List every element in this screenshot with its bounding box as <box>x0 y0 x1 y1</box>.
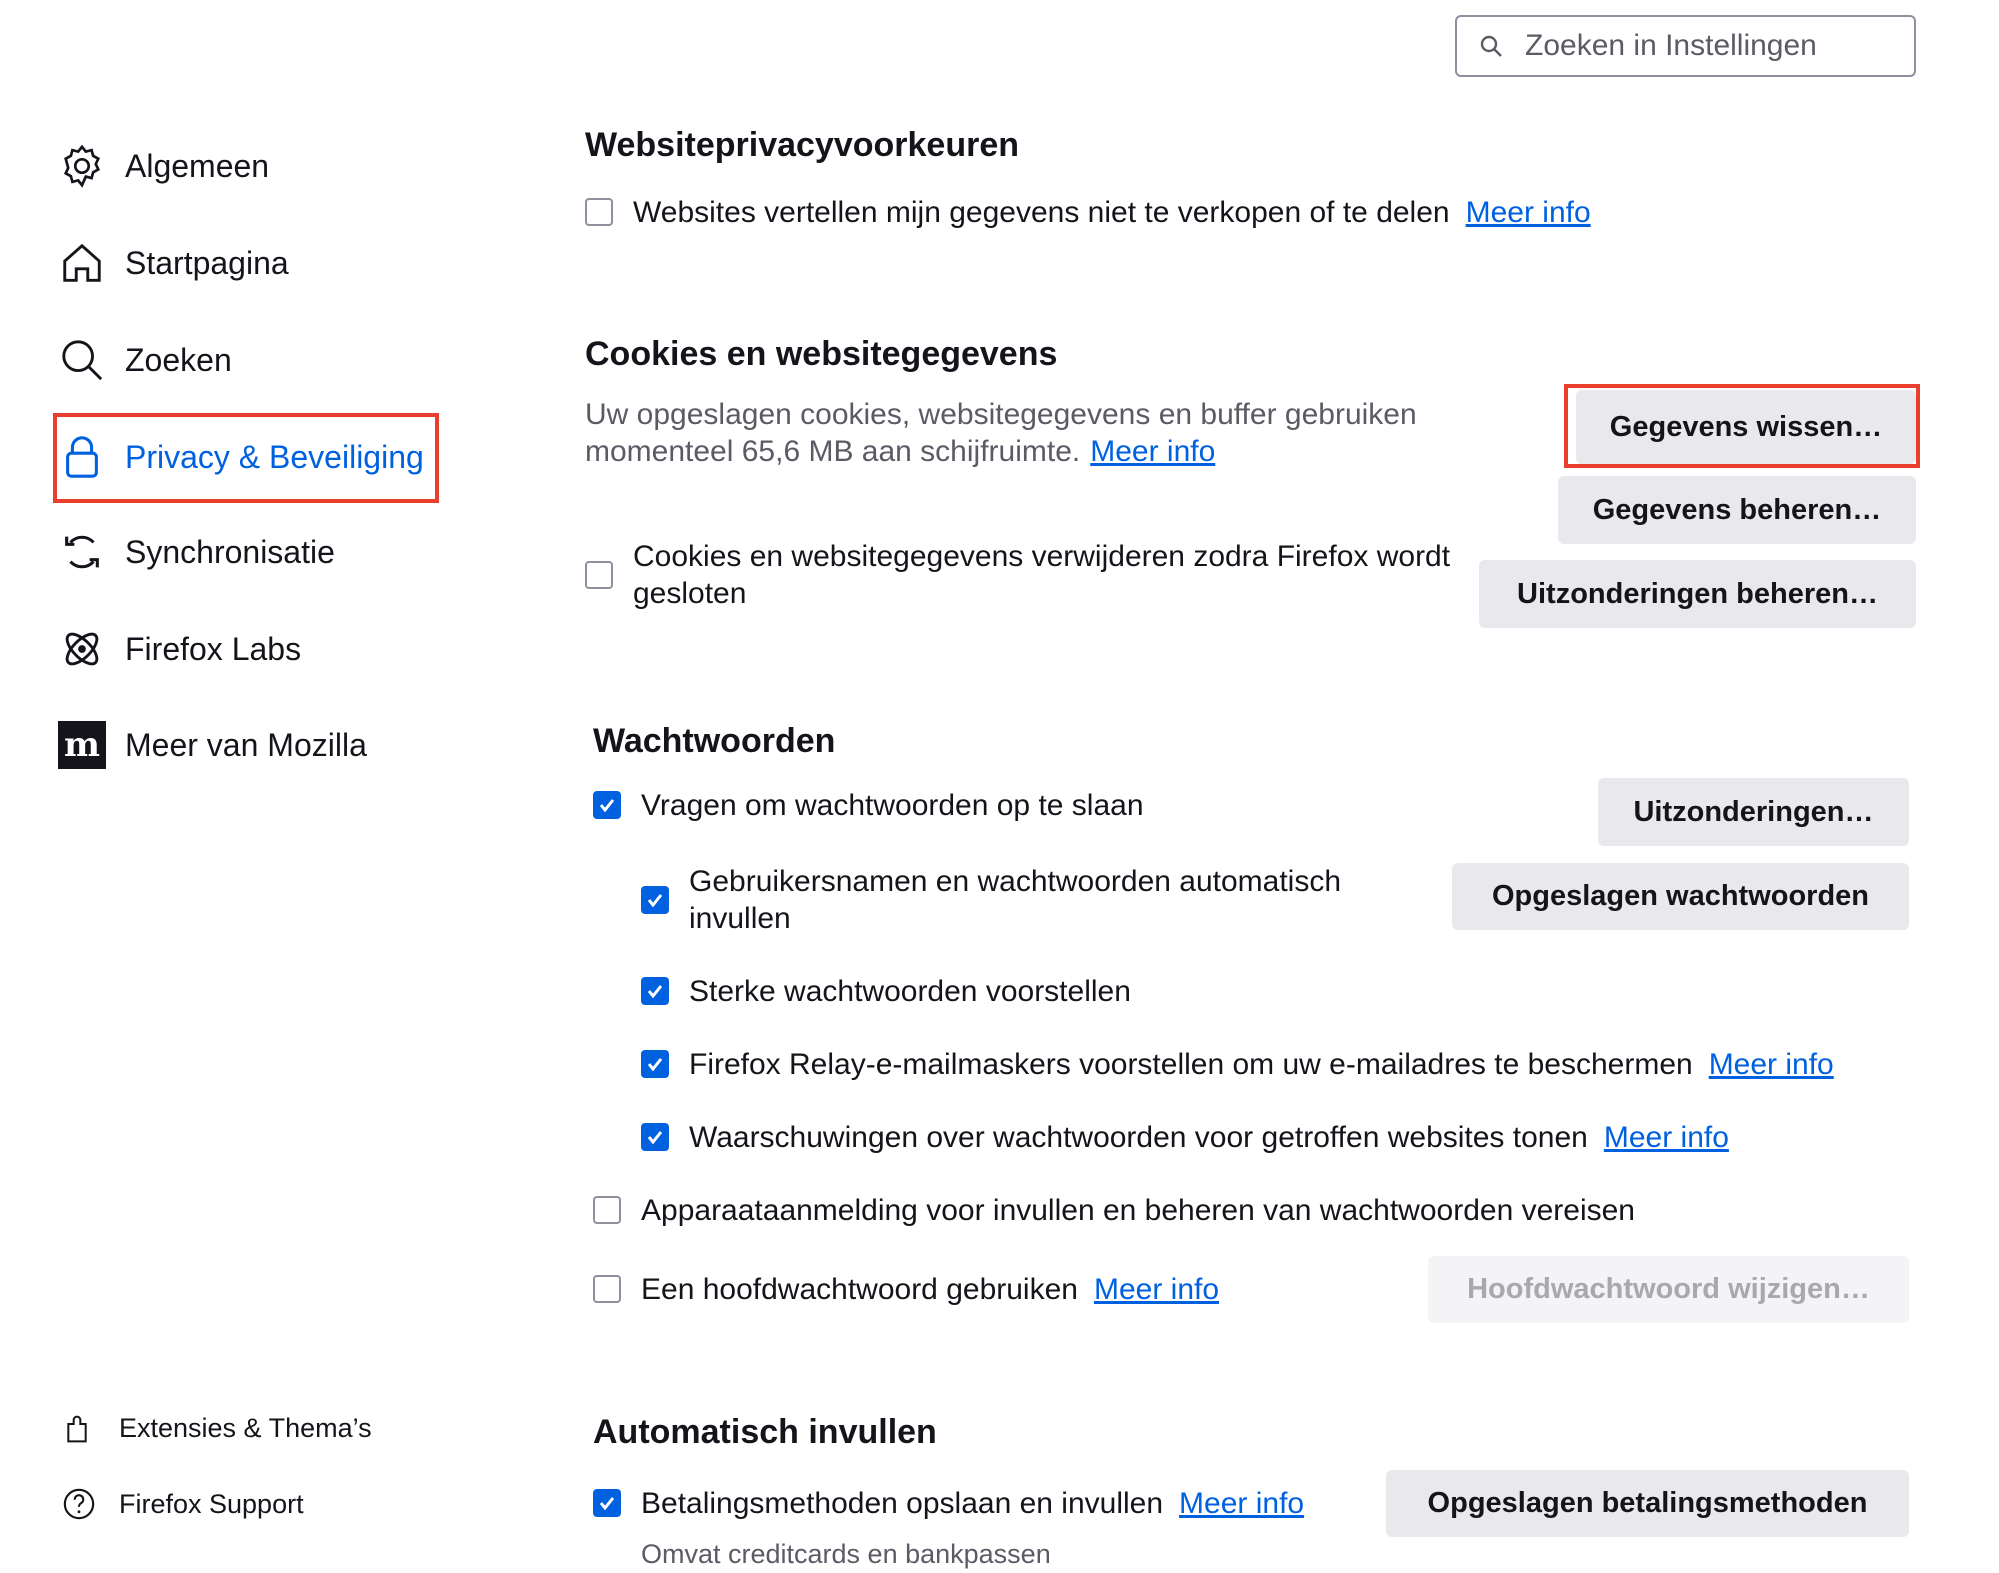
change-primary-password-button[interactable]: Hoofdwachtwoord wijzigen… <box>1428 1256 1909 1323</box>
label-line: gesloten <box>633 577 747 610</box>
payment-methods-option <box>593 1485 1304 1522</box>
saved-payment-methods-button[interactable]: Opgeslagen betalingsmethoden <box>1386 1470 1909 1537</box>
option-label <box>689 863 1341 937</box>
search-icon <box>58 336 106 384</box>
sidebar-item-label: Algemeen <box>125 147 270 184</box>
sidebar-item-label: Extensies & Thema’s <box>119 1412 372 1443</box>
gear-icon <box>58 142 106 190</box>
sidebar-item-meer-van-mozilla[interactable] <box>58 715 367 775</box>
ask-save-checkbox[interactable] <box>593 791 621 819</box>
help-icon <box>62 1487 96 1521</box>
sidebar-item-startpagina[interactable] <box>58 233 289 293</box>
section-heading-autofill: Automatisch invullen <box>593 1413 937 1451</box>
option-label: Apparaataanmelding voor invullen en beheren van wachtwoorden vereisen <box>641 1194 1635 1227</box>
relay-checkbox[interactable] <box>641 1050 669 1078</box>
autofill-logins-checkbox[interactable] <box>641 886 669 914</box>
option-label: Sterke wachtwoorden voorstellen <box>689 975 1131 1008</box>
sidebar-item-label: Startpagina <box>125 244 289 281</box>
primary-password-checkbox[interactable] <box>593 1275 621 1303</box>
gpc-checkbox[interactable] <box>585 198 613 226</box>
breach-alerts-checkbox[interactable] <box>641 1123 669 1151</box>
sidebar-item-algemeen[interactable] <box>58 136 269 196</box>
primary-password-option <box>593 1271 1219 1308</box>
label-line: invullen <box>689 902 791 935</box>
sidebar-item-label: Firefox Labs <box>125 630 302 667</box>
meer-info-link[interactable]: Meer info <box>1093 1273 1220 1306</box>
home-icon <box>58 239 106 287</box>
lock-icon <box>58 433 106 481</box>
delete-on-close-option <box>585 538 1450 612</box>
meer-info-link[interactable]: Meer info <box>1603 1121 1729 1154</box>
option-label: Firefox Relay-e-mailmaskers voorstellen om uw e-mailadres te beschermen <box>689 1048 1693 1081</box>
option-label: Websites vertellen mijn gegevens niet te verkopen of te delen <box>633 196 1450 229</box>
search-placeholder: Zoeken in Instellingen <box>1525 29 1817 62</box>
option-label: Betalingsmethoden opslaan en invullen <box>641 1487 1164 1520</box>
section-heading-cookies: Cookies en websitegegevens <box>585 335 1058 373</box>
option-label: Waarschuwingen over wachtwoorden voor getroffen websites tonen <box>689 1121 1588 1154</box>
relay-option <box>641 1046 1834 1083</box>
ask-save-option <box>593 787 1144 824</box>
suggest-strong-checkbox[interactable] <box>641 977 669 1005</box>
manage-data-button[interactable]: Gegevens beheren… <box>1558 476 1916 544</box>
sidebar-item-synchronisatie[interactable] <box>58 522 335 582</box>
search-icon <box>1479 34 1503 58</box>
option-label: Een hoofdwachtwoord gebruiken <box>641 1273 1078 1306</box>
labs-icon <box>58 625 106 673</box>
breach-alerts-option <box>641 1119 1729 1156</box>
sidebar-item-firefox-labs[interactable] <box>58 619 301 679</box>
delete-on-close-checkbox[interactable] <box>585 561 613 589</box>
sidebar-item-label: Privacy & Beveiliging <box>125 438 424 475</box>
autofill-logins-option <box>641 863 1341 937</box>
label-line: Gebruikersnamen en wachtwoorden automatisch <box>689 865 1342 898</box>
gpc-option <box>585 194 1591 231</box>
cookies-usage-desc <box>585 396 1417 470</box>
device-auth-option <box>593 1192 1635 1229</box>
section-heading-privacy: Websiteprivacyvoorkeuren <box>585 126 1019 164</box>
saved-passwords-button[interactable]: Opgeslagen wachtwoorden <box>1452 863 1909 930</box>
label-line: Cookies en websitegegevens verwijderen zodra Firefox wordt <box>633 540 1451 573</box>
sidebar-item-label: Meer van Mozilla <box>125 726 367 763</box>
manage-exceptions-button[interactable]: Uitzonderingen beheren… <box>1479 560 1916 628</box>
password-exceptions-button[interactable]: Uitzonderingen… <box>1598 778 1909 846</box>
desc-line: Uw opgeslagen cookies, websitegegevens en buffer gebruiken <box>585 398 1417 431</box>
search-input[interactable] <box>1455 15 1916 77</box>
meer-info-link[interactable]: Meer info <box>1465 196 1591 229</box>
meer-info-link[interactable]: Meer info <box>1708 1048 1834 1081</box>
option-label: Vragen om wachtwoorden op te slaan <box>641 789 1144 822</box>
clear-data-button[interactable]: Gegevens wissen… <box>1576 390 1916 464</box>
meer-info-link[interactable]: Meer info <box>1179 1487 1305 1520</box>
meer-info-link[interactable]: Meer info <box>1090 435 1216 468</box>
payment-methods-note: Omvat creditcards en bankpassen <box>641 1539 1051 1569</box>
sidebar-item-extensies[interactable] <box>62 1398 372 1458</box>
sync-icon <box>58 528 106 576</box>
sidebar-item-zoeken[interactable] <box>58 330 232 390</box>
mozilla-icon: m <box>58 721 106 769</box>
sidebar-item-support[interactable] <box>62 1474 304 1534</box>
sidebar-item-label: Zoeken <box>125 341 232 378</box>
payment-methods-checkbox[interactable] <box>593 1489 621 1517</box>
option-label <box>633 538 1450 612</box>
puzzle-icon <box>62 1411 96 1445</box>
sidebar-item-label: Synchronisatie <box>125 533 335 570</box>
sidebar-item-privacy[interactable] <box>58 427 424 487</box>
sidebar-item-label: Firefox Support <box>119 1488 304 1519</box>
device-auth-checkbox[interactable] <box>593 1196 621 1224</box>
suggest-strong-option <box>641 973 1131 1010</box>
section-heading-passwords: Wachtwoorden <box>593 722 836 760</box>
desc-line: momenteel 65,6 MB aan schijfruimte. <box>585 435 1081 468</box>
